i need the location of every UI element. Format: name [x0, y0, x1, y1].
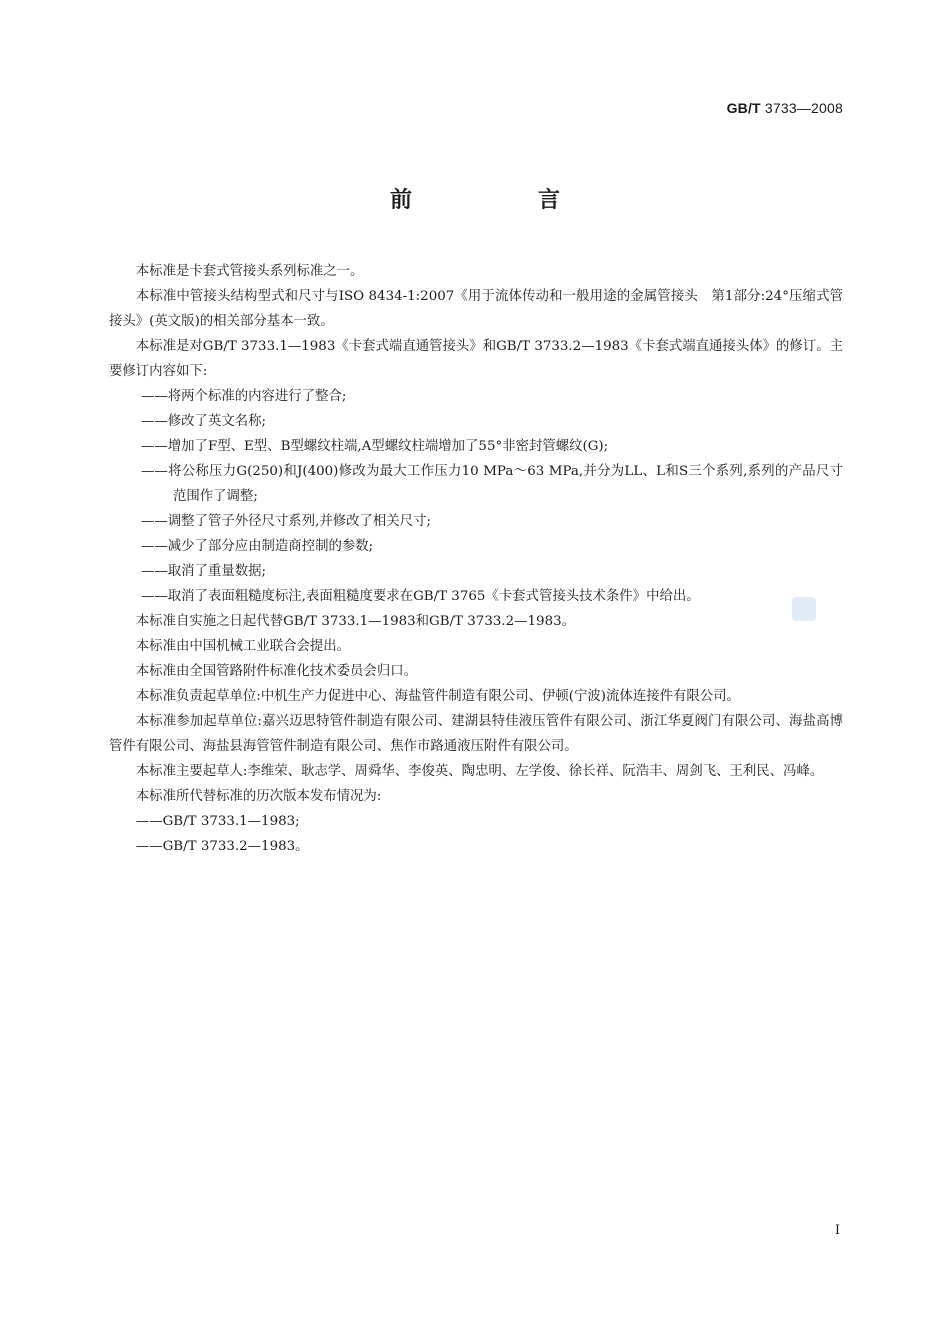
paragraph: 本标准主要起草人:李维荣、耿志学、周舜华、李俊英、陶忠明、左学俊、徐长祥、阮浩丰、周剑飞、王利民、冯峰。: [135, 764, 824, 779]
list-item: ——减少了部分应由制造商控制的参数;: [141, 539, 374, 554]
standard-code-number: 3733—2008: [764, 100, 843, 116]
watermark-icon: [792, 597, 816, 621]
list-item: ——将两个标准的内容进行了整合;: [141, 389, 347, 404]
paragraph: 本标准自实施之日起代替GB/T 3733.1—1983和GB/T 3733.2—1983。: [135, 614, 575, 629]
paragraph: 本标准是对GB/T 3733.1—1983《卡套式端直通管接头》和GB/T 3733.2—1983《卡套式端直通接头体》的修订。主要修订内容如下:: [109, 339, 843, 379]
page-number: I: [834, 1223, 840, 1238]
paragraph: 本标准中管接头结构型式和尺寸与ISO 8434-1:2007《用于流体传动和一般用途的金属管接头 第1部分:24°压缩式管接头》(英文版)的相关部分基本一致。: [109, 289, 843, 329]
list-item: ——取消了表面粗糙度标注,表面粗糙度要求在GB/T 3765《卡套式管接头技术条件》中给出。: [141, 589, 700, 604]
paragraph: 本标准所代替标准的历次版本发布情况为:: [135, 789, 382, 804]
paragraph: 本标准是卡套式管接头系列标准之一。: [135, 264, 364, 279]
list-item: ——修改了英文名称;: [141, 414, 267, 429]
standard-code: [727, 100, 843, 116]
list-item: ——将公称压力G(250)和J(400)修改为最大工作压力10 MPa～63 MPa,并分为LL、L和S三个系列,系列的产品尺寸范围作了调整;: [141, 464, 843, 504]
paragraph: ——GB/T 3733.1—1983;: [135, 814, 300, 829]
paragraph: 本标准负责起草单位:中机生产力促进中心、海盐管件制造有限公司、伊顿(宁波)流体连接件有限公司。: [135, 689, 740, 704]
paragraph: 本标准由全国管路附件标准化技术委员会归口。: [135, 664, 417, 679]
paragraph: 本标准参加起草单位:嘉兴迈思特管件制造有限公司、建湖县特佳液压管件有限公司、浙江华夏阀门有限公司、海盐高博管件有限公司、海盐县海管管件制造有限公司、焦作市路通液压附件有限公司。: [109, 714, 843, 754]
paragraph: 本标准由中国机械工业联合会提出。: [135, 639, 351, 654]
list-item: ——增加了F型、E型、B型螺纹柱端,A型螺纹柱端增加了55°非密封管螺纹(G);: [141, 439, 609, 454]
list-item: ——调整了管子外径尺寸系列,并修改了相关尺寸;: [141, 514, 431, 529]
standard-code-prefix: GB/T: [726, 100, 761, 116]
foreword-body: [109, 259, 843, 859]
paragraph: ——GB/T 3733.2—1983。: [135, 839, 309, 854]
list-item: ——取消了重量数据;: [141, 564, 267, 579]
page-title: 前 言: [389, 188, 612, 213]
